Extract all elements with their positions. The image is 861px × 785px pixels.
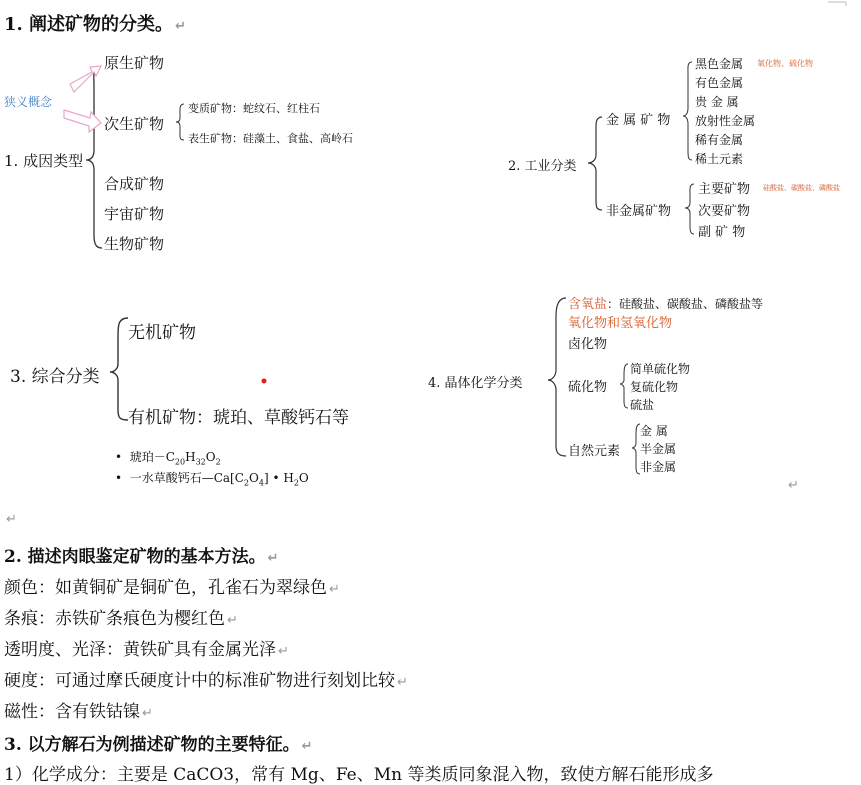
calcite-composition: 1）化学成分：主要是 CaCO3，常有 Mg、Fe、Mn 等类质同象混入物，致使方解石能形成多 bbox=[4, 765, 714, 785]
industrial-root: 2. 工业分类 bbox=[508, 159, 577, 174]
pink-arrow-lower bbox=[64, 110, 101, 132]
section-2-heading: 2. 描述肉眼鉴定矿物的基本方法。 ↵ bbox=[4, 547, 279, 567]
native-element: 自然元素 bbox=[568, 444, 621, 459]
nonmetal-item-major: 主要矿物 bbox=[698, 182, 751, 197]
section-3-heading: 3. 以方解石为例描述矿物的主要特征。 ↵ bbox=[4, 735, 313, 755]
metal-item-radioactive: 放射性金属 bbox=[695, 114, 756, 128]
secondary-mineral: 次生矿物 bbox=[104, 115, 165, 133]
metal-item-nonferrous: 有色金属 bbox=[695, 76, 744, 90]
narrow-concept-label: 狭义概念 bbox=[4, 95, 53, 109]
metal-item-precious: 贵 金 属 bbox=[695, 95, 739, 109]
oxide-hydroxide: 氧化物和氢氧化物 bbox=[568, 316, 673, 331]
nonmetal-item-minor: 次要矿物 bbox=[698, 204, 751, 219]
native-nonmetal: 非金属 bbox=[640, 460, 677, 474]
pink-arrow-upper bbox=[70, 66, 101, 92]
biogenic-mineral: 生物矿物 bbox=[104, 235, 165, 253]
comprehensive-root: 3. 综合分类 bbox=[10, 367, 100, 387]
bullet-amber: • 琥珀$-C_{20}H_{32}O_2$ bbox=[115, 450, 221, 467]
sulfide-simple: 简单硫化物 bbox=[630, 362, 691, 376]
black-metal-note: 氧化物、硫化物 bbox=[757, 59, 813, 68]
genesis-type-root: 1. 成因类型 bbox=[4, 152, 84, 170]
halide: 卤化物 bbox=[568, 337, 608, 352]
inorganic-mineral: 无机矿物 bbox=[128, 323, 196, 343]
nonmetal-mineral: 非金属矿物 bbox=[606, 204, 672, 219]
cosmic-mineral: 宇宙矿物 bbox=[104, 205, 165, 223]
sulfide-complex: 复硫化物 bbox=[630, 380, 679, 394]
oxysalt-line: 含氧盐：硅酸盐、碳酸盐、磷酸盐等 bbox=[568, 297, 764, 312]
native-semimetal: 半金属 bbox=[640, 442, 677, 456]
sulfosalt: 硫盐 bbox=[630, 398, 655, 412]
method-color: 颜色：如黄铜矿是铜矿色，孔雀石为翠绿色 ↵ bbox=[4, 578, 340, 598]
metal-mineral: 金 属 矿 物 bbox=[606, 113, 671, 128]
sulfide: 硫化物 bbox=[568, 380, 608, 395]
crystal-chemistry-root: 4. 晶体化学分类 bbox=[428, 376, 523, 391]
paragraph-mark: ↵ bbox=[6, 512, 17, 527]
native-metal: 金 属 bbox=[640, 424, 668, 438]
method-hardness: 硬度：可通过摩氏硬度计中的标准矿物进行刻划比较 ↵ bbox=[4, 671, 408, 691]
method-magnetism: 磁性：含有铁钴镍 ↵ bbox=[4, 702, 153, 722]
synthetic-mineral: 合成矿物 bbox=[104, 175, 165, 193]
bullet-whewellite: • 一水草酸钙石$—Ca[C_2O_4]$ • $H_2O$ bbox=[115, 471, 309, 488]
metal-item-rare-earth: 稀土元素 bbox=[695, 152, 744, 166]
method-luster: 透明度、光泽：黄铁矿具有金属光泽 ↵ bbox=[4, 640, 289, 660]
metal-item-rare: 稀有金属 bbox=[695, 133, 744, 147]
supergene-mineral: 表生矿物：硅藻土、食盐、高岭石 bbox=[188, 132, 353, 145]
major-mineral-note: 硅酸盐、碳酸盐、磷酸盐 bbox=[763, 184, 840, 192]
method-streak: 条痕：赤铁矿条痕色为樱红色 ↵ bbox=[4, 609, 238, 629]
section-1-heading: 1. 阐述矿物的分类。 ↵ bbox=[4, 14, 186, 35]
paragraph-mark: ↵ bbox=[788, 478, 799, 493]
nonmetal-item-accessory: 副 矿 物 bbox=[698, 225, 746, 240]
metamorphic-mineral: 变质矿物：蛇纹石、红柱石 bbox=[188, 102, 320, 115]
primary-mineral: 原生矿物 bbox=[104, 54, 165, 72]
organic-mineral: 有机矿物：琥珀、草酸钙石等 bbox=[128, 408, 349, 428]
metal-item-black: 黑色金属 bbox=[695, 57, 744, 71]
